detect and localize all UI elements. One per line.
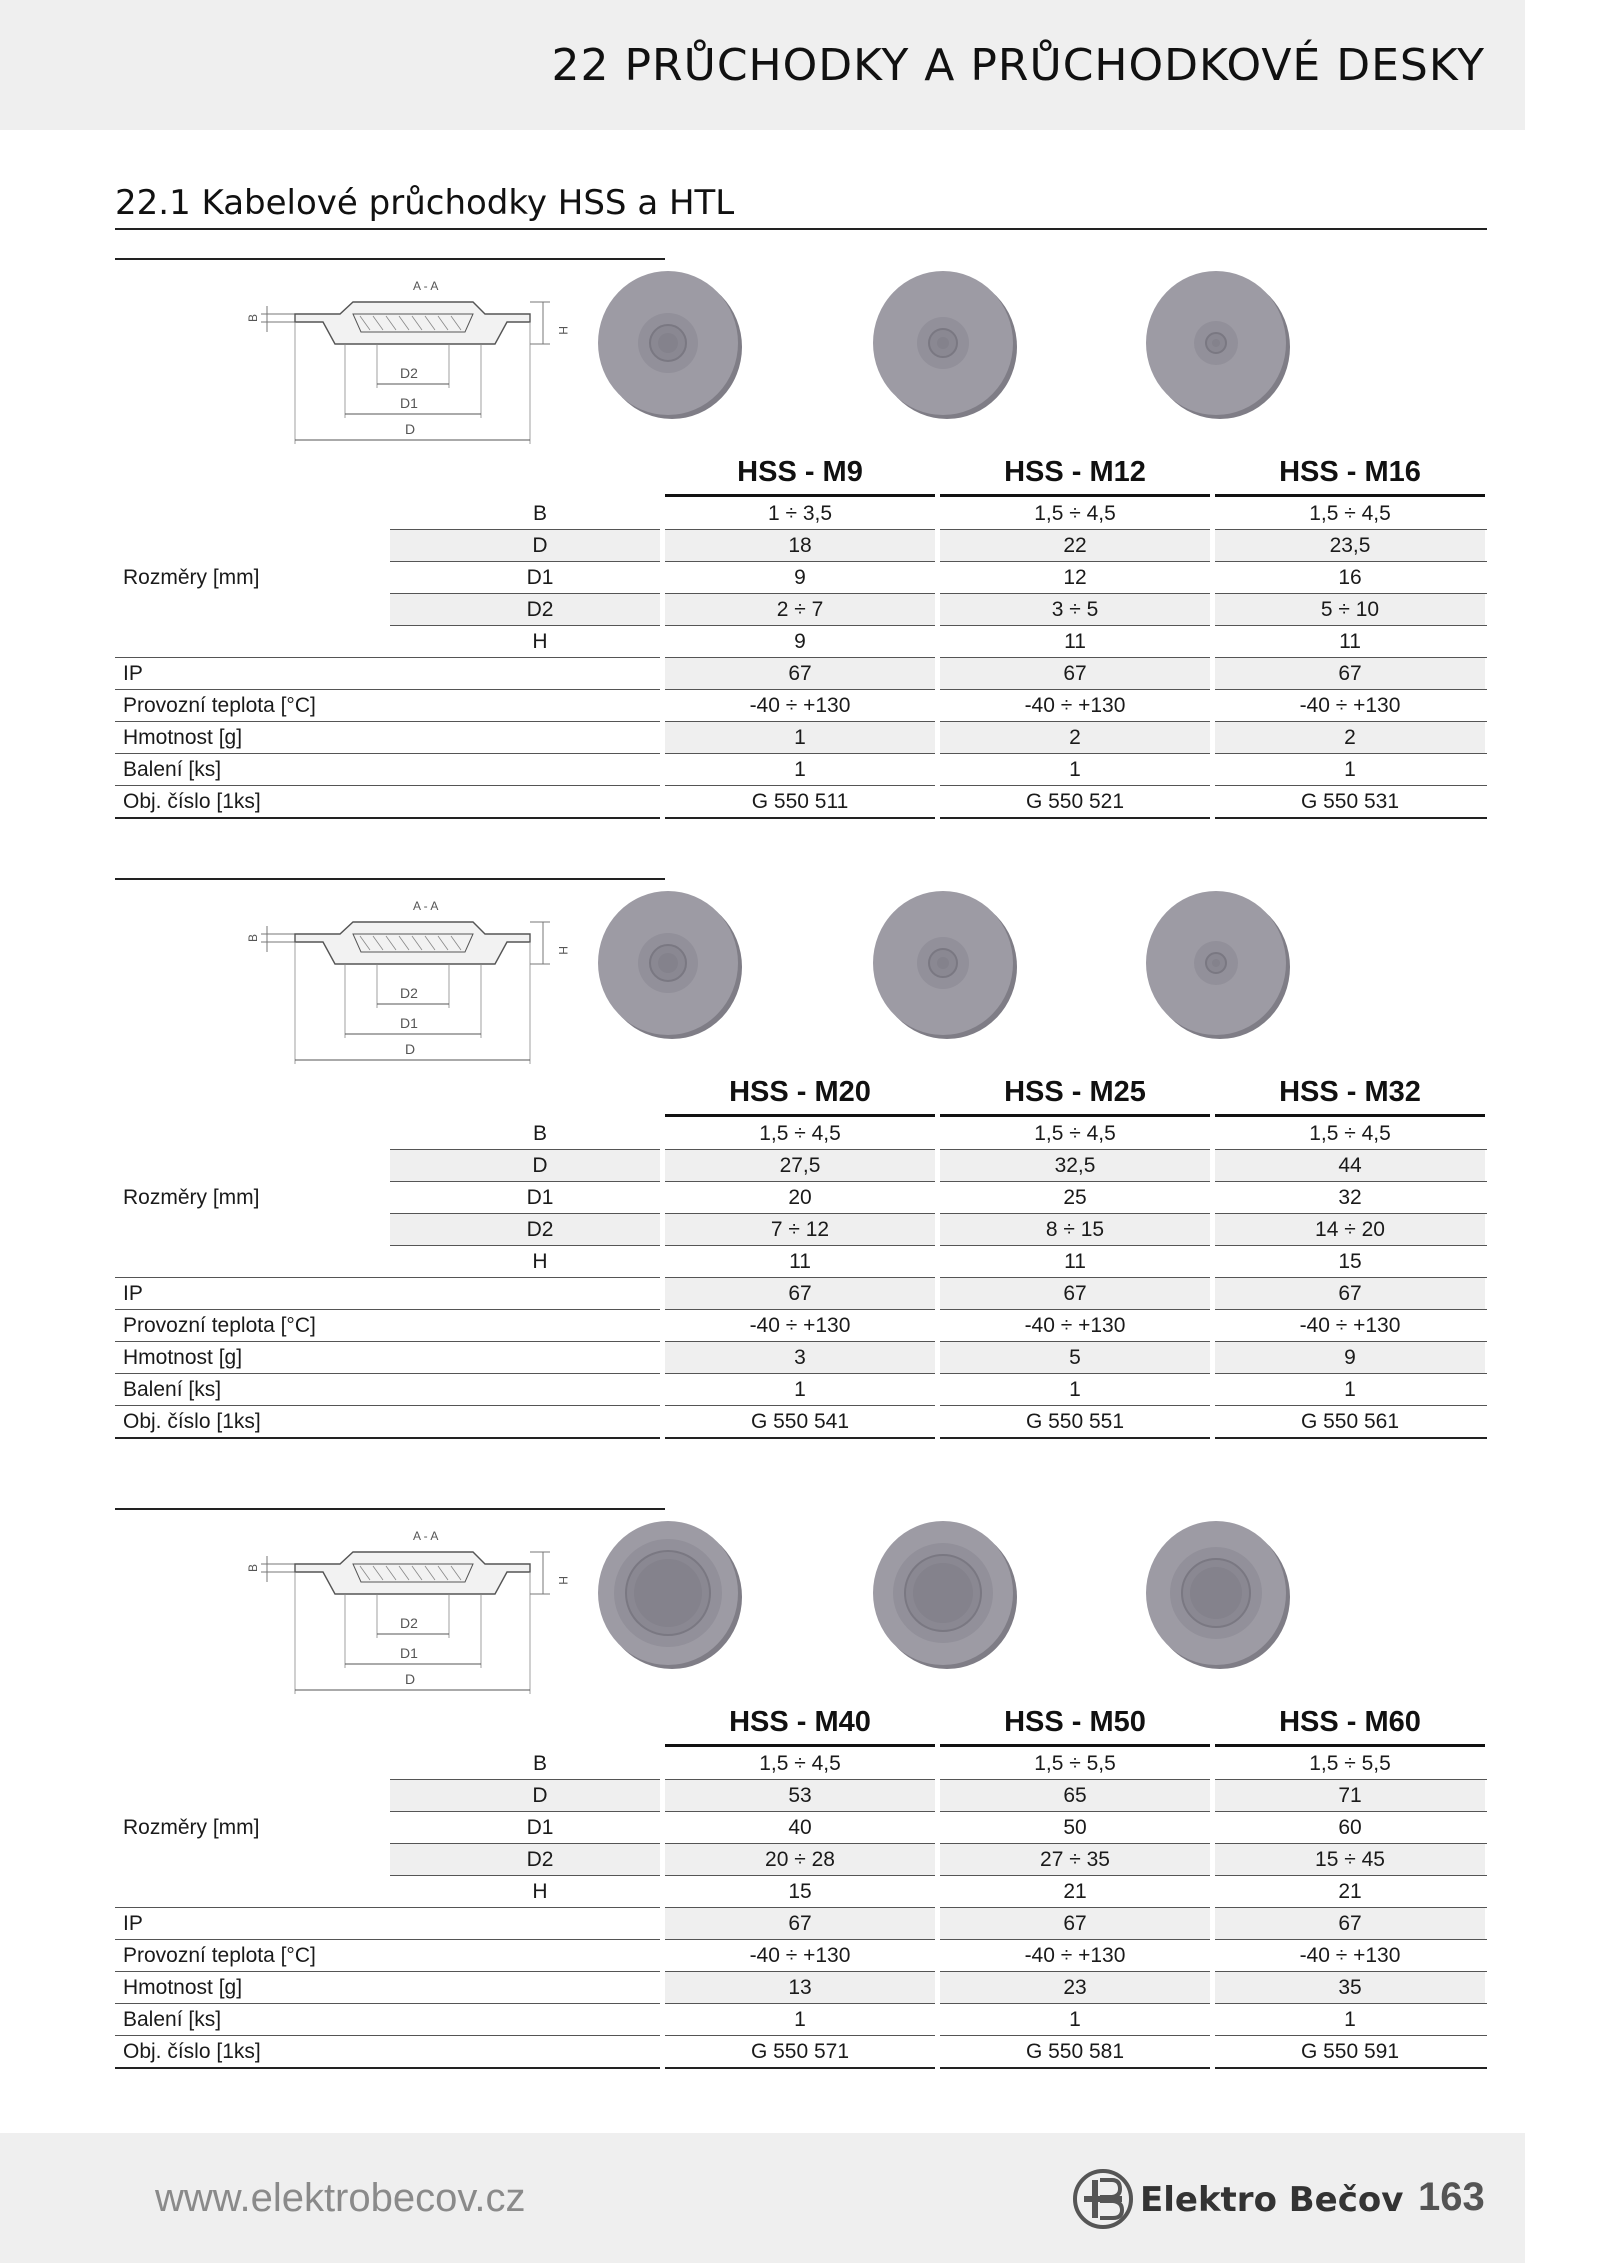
dimension-label: B [532,1122,547,1145]
spec-cell: 1 [1069,1378,1081,1401]
spec-cell: 1 [794,2008,806,2031]
row-label: IP [123,662,143,685]
row-label: Obj. číslo [1ks] [123,790,261,813]
spec-cell: 11 [1064,1250,1086,1273]
dimension-label: D2 [526,598,554,621]
row-label: Provozní teplota [°C] [123,1944,316,1967]
spec-row-h [115,1246,1487,1278]
spec-cell: 2 [1215,722,1485,753]
spec-row-d [115,530,1487,562]
table-top-rule [115,1508,665,1510]
spec-cell: G 550 591 [1300,2040,1400,2063]
dimension-label: B [532,1752,547,1775]
spec-cell: 13 [665,1972,935,2003]
spec-cell: 1 [1069,2008,1081,2031]
spec-cell: 5 ÷ 10 [1215,594,1485,625]
spec-cell: 23 [940,1972,1210,2003]
spec-cell: 1 [1069,758,1081,781]
column-gap [1210,494,1215,820]
spec-row-teplota [115,690,1487,722]
row-label: Hmotnost [g] [123,726,243,749]
drawing-label-b: B [246,933,260,942]
spec-cell: 23,5 [1215,530,1485,561]
dimension-label: B [532,502,547,525]
section-title: 22.1 Kabelové průchodky HSS a HTL [115,183,735,223]
spec-cell: 15 [788,1880,812,1903]
column-gap [935,1114,940,1440]
row-label: Balení [ks] [123,758,222,781]
spec-cell: G 550 511 [751,790,849,813]
spec-cell: 1,5 ÷ 5,5 [1034,1752,1116,1775]
grommet-photo-icon [1143,890,1293,1040]
spec-row-d1 [115,562,1487,594]
spec-cell: -40 ÷ +130 [1024,1944,1126,1967]
grommet-photo-icon [1143,1520,1293,1670]
chapter-title: 22 PRŮCHODKY A PRŮCHODKOVÉ DESKY [551,40,1485,91]
grommet-photo-icon [870,1520,1020,1670]
drawing-label-d1: D1 [400,1645,418,1661]
table-top-rule [115,878,665,880]
spec-cell: 20 [788,1186,812,1209]
row-label: Balení [ks] [123,1378,222,1401]
spec-row-hmotnost [115,1972,1487,2004]
spec-cell: 12 [1063,566,1087,589]
dimension-label: D [532,1784,548,1807]
spec-cell: 67 [665,1278,935,1309]
spec-cell: 1,5 ÷ 5,5 [1309,1752,1391,1775]
spec-cell: 9 [794,566,806,589]
dimension-label: D [532,1154,548,1177]
spec-row-d1 [115,1812,1487,1844]
spec-row-obj [115,1406,1487,1438]
spec-cell: -40 ÷ +130 [1299,1314,1401,1337]
spec-cell: 11 [789,1250,811,1273]
dimension-label: D2 [526,1218,554,1241]
row-separator [115,1437,1487,1439]
spec-cell: 16 [1338,566,1362,589]
brand-logo-icon [1070,2166,1136,2232]
spec-row-baleni [115,754,1487,786]
dimension-label: D2 [526,1848,554,1871]
spec-cell: 7 ÷ 12 [665,1214,935,1245]
spec-cell: 32 [1338,1186,1362,1209]
spec-cell: 3 ÷ 5 [940,594,1210,625]
spec-row-d [115,1780,1487,1812]
spec-cell: 15 [1338,1250,1362,1273]
spec-cell: 67 [940,658,1210,689]
drawing-label-d2: D2 [400,985,418,1001]
spec-cell: 11 [1339,630,1361,653]
spec-cell: 65 [940,1780,1210,1811]
spec-cell: 1,5 ÷ 4,5 [1309,1122,1391,1145]
drawing-label-section: A - A [413,899,439,913]
product-block-2 [115,878,1487,1488]
spec-cell: 20 ÷ 28 [665,1844,935,1875]
spec-cell: 1,5 ÷ 4,5 [1034,1122,1116,1145]
drawing-label-d2: D2 [400,365,418,381]
spec-cell: 1,5 ÷ 4,5 [759,1752,841,1775]
model-heading: HSS - M20 [665,1076,935,1112]
spec-row-d2 [115,1844,1487,1876]
spec-cell: G 550 551 [1025,1410,1125,1433]
spec-cell: 67 [940,1908,1210,1939]
spec-cell: -40 ÷ +130 [1024,1314,1126,1337]
spec-cell: 1,5 ÷ 4,5 [759,1122,841,1145]
spec-row-hmotnost [115,1342,1487,1374]
spec-cell: 21 [1063,1880,1087,1903]
row-label: Provozní teplota [°C] [123,694,316,717]
spec-cell: 1 ÷ 3,5 [767,502,833,525]
model-heading: HSS - M16 [1215,456,1485,492]
section-rule [115,228,1487,230]
spec-cell: 14 ÷ 20 [1215,1214,1485,1245]
spec-cell: 50 [1063,1816,1087,1839]
drawing-label-section: A - A [413,1529,439,1543]
dimension-label: D [532,534,548,557]
spec-cell: 11 [1064,630,1086,653]
spec-table [115,1748,1487,2068]
spec-cell: 1 [794,758,806,781]
spec-cell: 2 ÷ 7 [665,594,935,625]
spec-cell: -40 ÷ +130 [1299,694,1401,717]
row-label: Provozní teplota [°C] [123,1314,316,1337]
page-number: 163 [1418,2175,1485,2219]
drawing-label-d: D [405,1671,416,1687]
drawing-label-d2: D2 [400,1615,418,1631]
spec-row-baleni [115,1374,1487,1406]
spec-row-baleni [115,2004,1487,2036]
drawing-label-d1: D1 [400,1015,418,1031]
spec-cell: 1 [794,1378,806,1401]
model-heading: HSS - M60 [1215,1706,1485,1742]
spec-cell: 71 [1215,1780,1485,1811]
dimension-label: D1 [526,1816,554,1839]
brand-name: Elektro Bečov [1140,2180,1404,2220]
spec-cell: G 550 571 [750,2040,850,2063]
rozmery-label: Rozměry [mm] [123,1186,260,1209]
dimension-label: D1 [526,1186,554,1209]
column-gap [1210,1114,1215,1440]
spec-cell: 67 [665,658,935,689]
cross-section-drawing [245,1508,575,1708]
spec-row-teplota [115,1940,1487,1972]
row-label: Balení [ks] [123,2008,222,2031]
spec-cell: 35 [1215,1972,1485,2003]
drawing-label-d: D [405,1041,416,1057]
spec-cell: 1 [1344,2008,1356,2031]
model-heading: HSS - M25 [940,1076,1210,1112]
spec-cell: 27,5 [665,1150,935,1181]
product-block-3 [115,1508,1487,2118]
spec-cell: 44 [1215,1150,1485,1181]
spec-row-h [115,1876,1487,1908]
spec-cell: 3 [665,1342,935,1373]
drawing-label-d: D [405,421,416,437]
spec-cell: 1,5 ÷ 4,5 [1034,502,1116,525]
column-gap [1210,1744,1215,2070]
column-gap [935,494,940,820]
spec-row-ip [115,658,1487,690]
cross-section-drawing [245,258,575,458]
spec-cell: 27 ÷ 35 [940,1844,1210,1875]
spec-cell: 67 [1215,658,1485,689]
grommet-photo-icon [870,890,1020,1040]
spec-cell: 1 [665,722,935,753]
spec-table [115,498,1487,818]
row-label: IP [123,1282,143,1305]
spec-row-b [115,1748,1487,1780]
spec-cell: 9 [1215,1342,1485,1373]
drawing-label-section: A - A [413,279,439,293]
spec-cell: 67 [665,1908,935,1939]
spec-row-ip [115,1908,1487,1940]
spec-row-obj [115,2036,1487,2068]
rozmery-label: Rozměry [mm] [123,566,260,589]
spec-row-d [115,1150,1487,1182]
drawing-label-h: H [556,326,570,335]
spec-cell: 21 [1338,1880,1362,1903]
spec-row-h [115,626,1487,658]
model-heading: HSS - M32 [1215,1076,1485,1112]
spec-cell: 9 [794,630,806,653]
drawing-label-b: B [246,1563,260,1572]
spec-cell: G 550 581 [1025,2040,1125,2063]
spec-row-d2 [115,594,1487,626]
spec-cell: 18 [665,530,935,561]
spec-cell: 2 [940,722,1210,753]
spec-cell: -40 ÷ +130 [1299,1944,1401,1967]
column-gap [660,1744,665,2070]
drawing-label-d1: D1 [400,395,418,411]
row-label: Obj. číslo [1ks] [123,1410,261,1433]
spec-row-obj [115,786,1487,818]
grommet-photo-icon [870,270,1020,420]
spec-cell: G 550 521 [1025,790,1125,813]
spec-row-d2 [115,1214,1487,1246]
row-label: IP [123,1912,143,1935]
row-separator [115,2067,1487,2069]
dimension-label: H [532,1880,548,1903]
spec-row-ip [115,1278,1487,1310]
rozmery-label: Rozměry [mm] [123,1816,260,1839]
spec-row-hmotnost [115,722,1487,754]
spec-cell: -40 ÷ +130 [1024,694,1126,717]
spec-cell: 5 [940,1342,1210,1373]
grommet-photo-icon [1143,270,1293,420]
grommet-photo-icon [595,270,745,420]
spec-table [115,1118,1487,1438]
spec-row-b [115,1118,1487,1150]
spec-cell: 40 [788,1816,812,1839]
dimension-label: H [532,630,548,653]
drawing-label-h: H [556,1576,570,1585]
spec-row-teplota [115,1310,1487,1342]
spec-cell: G 550 531 [1300,790,1400,813]
spec-cell: 67 [1215,1908,1485,1939]
model-heading: HSS - M12 [940,456,1210,492]
spec-cell: 15 ÷ 45 [1215,1844,1485,1875]
spec-cell: 32,5 [940,1150,1210,1181]
model-heading: HSS - M50 [940,1706,1210,1742]
drawing-label-b: B [246,313,260,322]
spec-cell: 8 ÷ 15 [940,1214,1210,1245]
spec-cell: 22 [940,530,1210,561]
spec-cell: 53 [665,1780,935,1811]
spec-row-b [115,498,1487,530]
row-separator [115,817,1487,819]
cross-section-drawing [245,878,575,1078]
row-label: Hmotnost [g] [123,1976,243,1999]
spec-cell: 1,5 ÷ 4,5 [1309,502,1391,525]
dimension-label: D1 [526,566,554,589]
model-heading: HSS - M9 [665,456,935,492]
spec-cell: 60 [1338,1816,1362,1839]
dimension-label: H [532,1250,548,1273]
spec-cell: G 550 561 [1300,1410,1400,1433]
grommet-photo-icon [595,1520,745,1670]
spec-row-d1 [115,1182,1487,1214]
spec-cell: 25 [1063,1186,1087,1209]
spec-cell: 1 [1344,758,1356,781]
spec-cell: -40 ÷ +130 [749,1314,851,1337]
spec-cell: -40 ÷ +130 [749,1944,851,1967]
row-label: Hmotnost [g] [123,1346,243,1369]
spec-cell: 1 [1344,1378,1356,1401]
column-gap [660,494,665,820]
drawing-label-h: H [556,946,570,955]
column-gap [660,1114,665,1440]
column-gap [935,1744,940,2070]
model-heading: HSS - M40 [665,1706,935,1742]
website-link[interactable]: www.elektrobecov.cz [155,2176,526,2220]
table-top-rule [115,258,665,260]
spec-cell: G 550 541 [750,1410,850,1433]
spec-cell: 67 [940,1278,1210,1309]
grommet-photo-icon [595,890,745,1040]
product-block-1 [115,258,1487,868]
spec-cell: 67 [1215,1278,1485,1309]
spec-cell: -40 ÷ +130 [749,694,851,717]
row-label: Obj. číslo [1ks] [123,2040,261,2063]
